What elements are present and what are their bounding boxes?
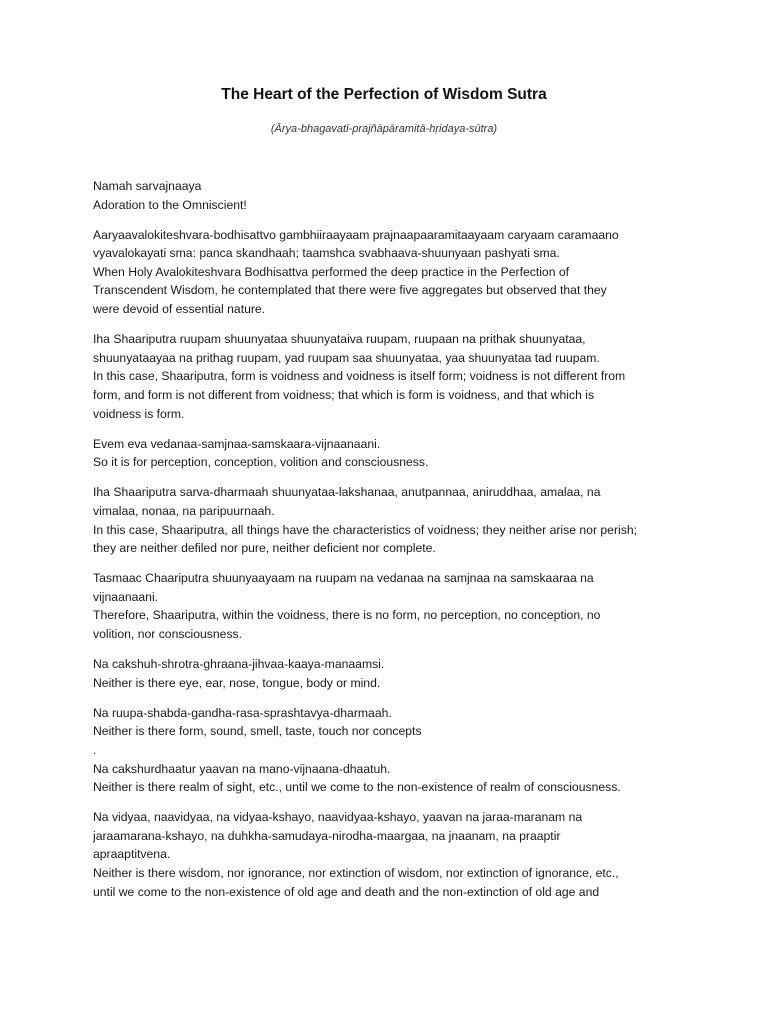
paragraph-line: were devoid of essential nature. [93, 302, 266, 317]
paragraph-line: Evem eva vedanaa-samjnaa-samskaara-vijnaanaani. [93, 436, 381, 451]
paragraph-line: When Holy Avalokiteshvara Bodhisattva performed the deep practice in the Perfection of [93, 264, 570, 279]
paragraph-line: . [93, 742, 97, 757]
paragraph-line: Namah sarvajnaaya [93, 179, 202, 193]
paragraph-line: volition, nor consciousness. [93, 626, 243, 641]
paragraph-line: Adoration to the Omniscient! [93, 197, 247, 212]
paragraph-line: Iha Shaariputra sarva-dharmaah shuunyataa-lakshanaa, anutpannaa, aniruddhaa, amalaa, na [93, 485, 601, 500]
paragraph-line: vijnaanaani. [93, 589, 159, 604]
paragraph [93, 435, 678, 472]
paragraph-line: vyavalokayati sma: panca skandhaah; taamshca svabhaava-shuunyaan pashyati sma. [93, 246, 560, 261]
paragraph-line: Neither is there realm of sight, etc., until we come to the non-existence of realm of consciousness. [93, 780, 621, 795]
paragraph-line: Tasmaac Chaariputra shuunyaayaam na ruupam na vedanaa na samjnaa na samskaaraa na [93, 571, 594, 586]
paragraph-line: shuunyataayaa na prithag ruupam, yad ruupam saa shuunyataa, yaa shuunyataa tad ruupam. [93, 350, 600, 365]
paragraph [93, 330, 678, 423]
paragraph-line: In this case, Shaariputra, all things have the characteristics of voidness; they neither arise nor perish; [93, 522, 637, 537]
document-title: The Heart of the Perfection of Wisdom Sutra [221, 86, 547, 103]
paragraph-line: Na cakshurdhaatur yaavan na mano-vijnaana-dhaatuh. [93, 761, 391, 776]
paragraph-line: vimalaa, nonaa, na paripuurnaah. [93, 503, 275, 518]
paragraph-line: until we come to the non-existence of old age and death and the non-extinction of old age and [93, 884, 600, 899]
paragraph-line: Neither is there wisdom, nor ignorance, nor extinction of wisdom, nor extinction of ignorance, etc., [93, 866, 619, 880]
paragraph-line: Aaryaavalokiteshvara-bodhisattvo gambhiiraayaam prajnaapaaramitaayaam caryaam caramaano [93, 227, 619, 242]
paragraph-line: apraaptitvena. [93, 847, 171, 862]
paragraph [93, 483, 678, 557]
paragraph-line: they are neither defiled nor pure, neither deficient nor complete. [93, 541, 436, 556]
paragraph-line: Na cakshuh-shrotra-ghraana-jihvaa-kaaya-manaamsi. [93, 657, 385, 672]
document-subtitle: (Ārya-bhagavatī-prajñāpāramitā-hṛidaya-sūtra) [270, 123, 498, 135]
document-body [93, 177, 678, 913]
paragraph-line: Iha Shaariputra ruupam shuunyataa shuunyataiva ruupam, ruupaan na prithak shuunyataa, [93, 332, 586, 347]
paragraph-line: Neither is there eye, ear, nose, tongue, body or mind. [93, 675, 381, 690]
paragraph-line: Transcendent Wisdom, he contemplated that there were five aggregates but observed that they [93, 283, 607, 298]
paragraph [93, 808, 678, 901]
paragraph [93, 177, 678, 214]
paragraph-line: voidness is form. [93, 406, 185, 421]
paragraph-line: form, and form is not different from voidness; that which is form is voidness, and that which is [93, 387, 595, 402]
paragraph-line: Na ruupa-shabda-gandha-rasa-sprashtavya-dharmaah. [93, 705, 392, 720]
paragraph-line: Therefore, Shaariputra, within the voidness, there is no form, no perception, no conception, no [93, 608, 601, 623]
paragraph [93, 655, 678, 692]
paragraph-line: In this case, Shaariputra, form is voidness and voidness is itself form; voidness is not different from [93, 369, 626, 384]
paragraph-line: Neither is there form, sound, smell, taste, touch nor concepts [93, 724, 422, 739]
paragraph [93, 704, 678, 797]
paragraph-line: jaraamarana-kshayo, na duhkha-samudaya-nirodha-maargaa, na jnaanam, na praaptir [93, 828, 561, 843]
paragraph [93, 226, 678, 319]
paragraph [93, 569, 678, 643]
paragraph-line: So it is for perception, conception, volition and consciousness. [93, 455, 429, 470]
paragraph-line: Na vidyaa, naavidyaa, na vidyaa-kshayo, naavidyaa-kshayo, yaavan na jaraa-maranam na [93, 810, 583, 825]
